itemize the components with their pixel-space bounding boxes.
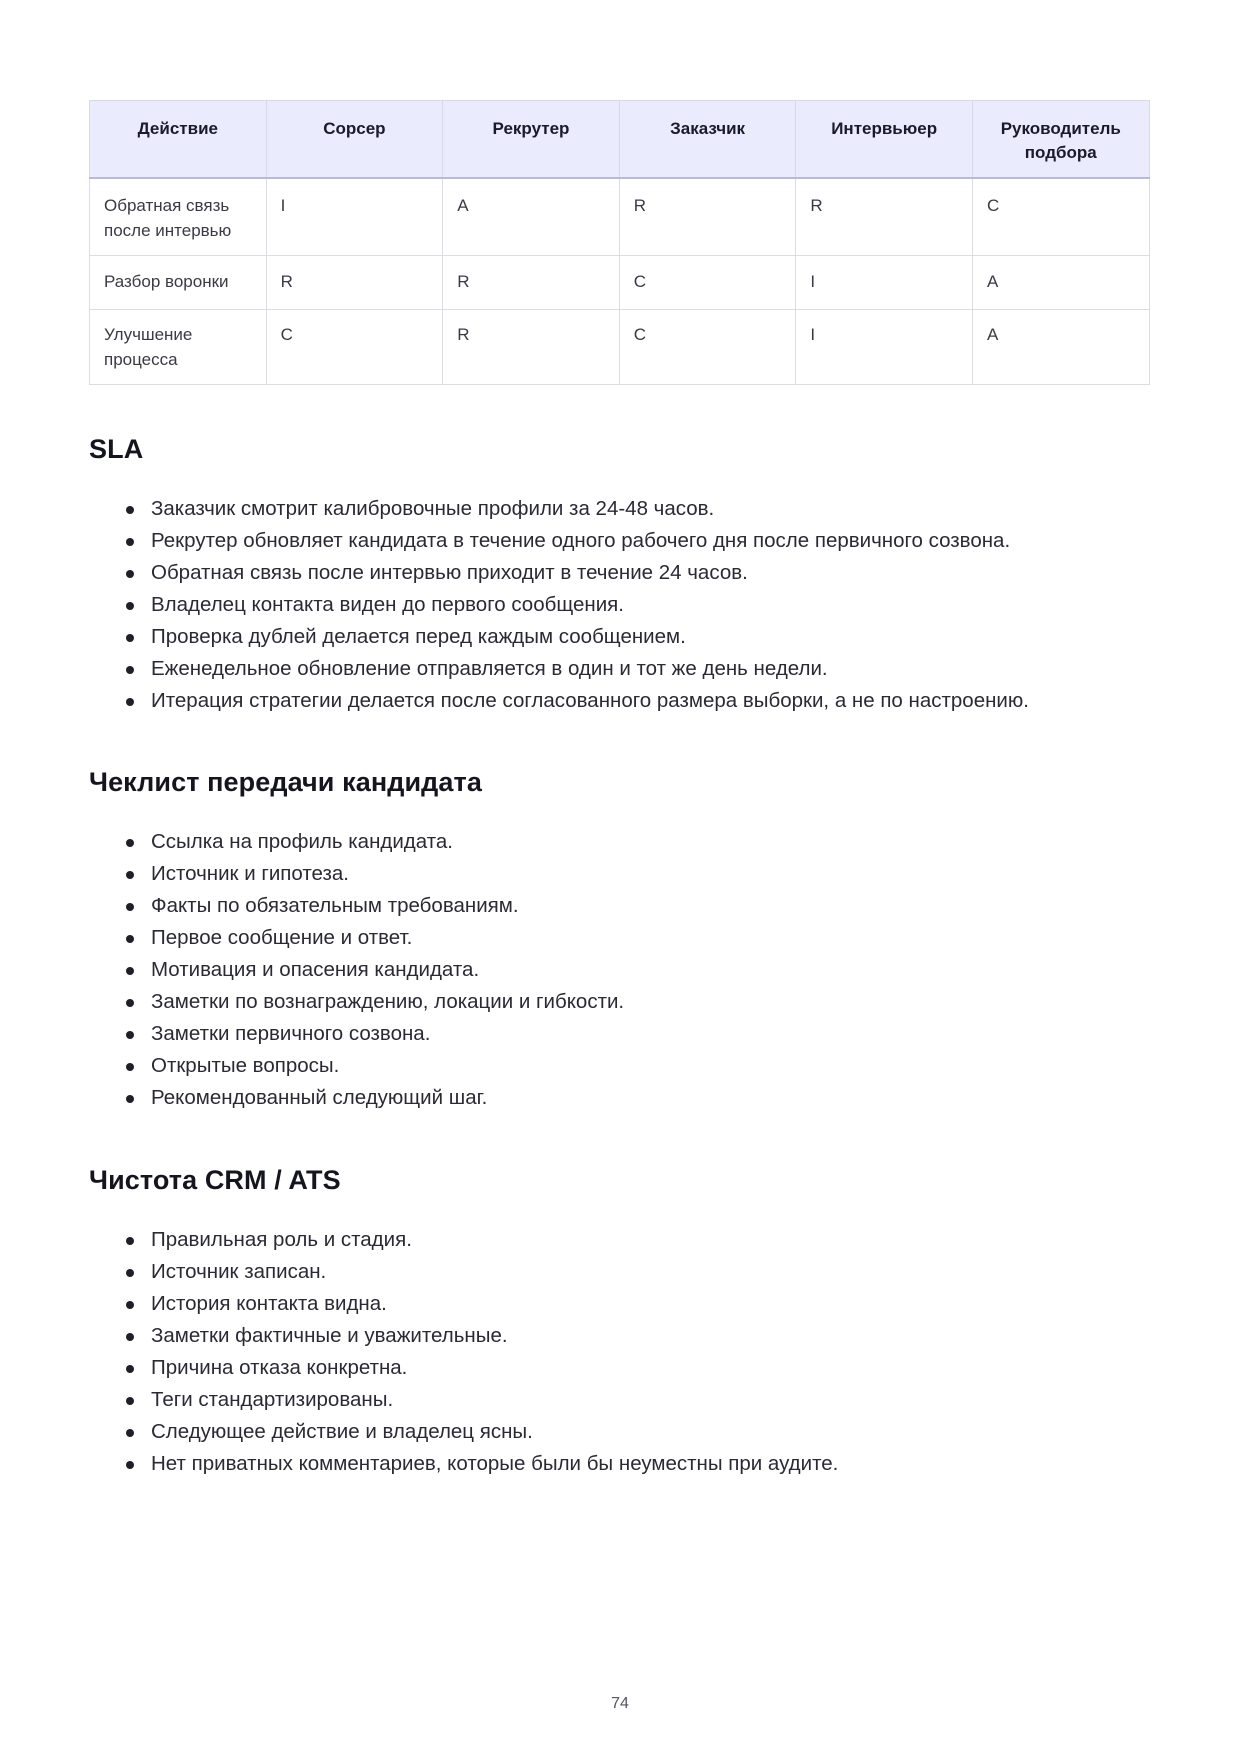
table-cell: C: [972, 178, 1149, 256]
list-item: Владелец контакта виден до первого сообщения.: [126, 589, 1029, 621]
page-number: 74: [611, 1695, 629, 1712]
list-item: Правильная роль и стадия.: [126, 1224, 838, 1256]
table-row: [90, 178, 1150, 256]
header-cell-action: Действие: [90, 101, 267, 179]
list-item: Заметки по вознаграждению, локации и гибкости.: [126, 986, 624, 1018]
header-cell-recruiter: Рекрутер: [443, 101, 620, 179]
list-item: Итерация стратегии делается после согласованного размера выборки, а не по настроению.: [126, 685, 1029, 717]
list-item: Следующее действие и владелец ясны.: [126, 1416, 838, 1448]
table-cell: A: [972, 310, 1149, 385]
table-header-row: [90, 101, 1150, 179]
table-cell: I: [266, 178, 443, 256]
list-item: Еженедельное обновление отправляется в один и тот же день недели.: [126, 653, 1029, 685]
header-cell-interviewer: Интервьюер: [796, 101, 973, 179]
table-row: [90, 256, 1150, 310]
list-item: Рекрутер обновляет кандидата в течение одного рабочего дня после первичного созвона.: [126, 525, 1029, 557]
list-item: Причина отказа конкретна.: [126, 1352, 838, 1384]
table-cell: R: [796, 178, 973, 256]
list-item: Заметки первичного созвона.: [126, 1018, 624, 1050]
raci-table: [89, 100, 1150, 385]
table-row: [90, 310, 1150, 385]
list-item: Источник и гипотеза.: [126, 858, 624, 890]
table-cell: R: [443, 256, 620, 310]
list-item: Теги стандартизированы.: [126, 1384, 838, 1416]
table-cell: C: [266, 310, 443, 385]
list-item: Рекомендованный следующий шаг.: [126, 1082, 624, 1114]
table-cell: R: [619, 178, 796, 256]
sla-list: [126, 493, 1029, 717]
table-cell: Разбор воронки: [90, 256, 267, 310]
crm-checklist: [126, 1224, 838, 1480]
list-item: Первое сообщение и ответ.: [126, 922, 624, 954]
table-cell: Улучшение процесса: [90, 310, 267, 385]
list-item: Заметки фактичные и уважительные.: [126, 1320, 838, 1352]
table-cell: A: [443, 178, 620, 256]
list-item: Ссылка на профиль кандидата.: [126, 826, 624, 858]
section-heading-crm: Чистота CRM / ATS: [89, 1165, 341, 1195]
section-heading-handoff: Чеклист передачи кандидата: [89, 767, 482, 797]
list-item: Проверка дублей делается перед каждым сообщением.: [126, 621, 1029, 653]
list-item: Обратная связь после интервью приходит в течение 24 часов.: [126, 557, 1029, 589]
list-item: Нет приватных комментариев, которые были бы неуместны при аудите.: [126, 1448, 838, 1480]
table-cell: R: [266, 256, 443, 310]
section-heading-sla: SLA: [89, 434, 144, 464]
header-cell-sourcer: Сорсер: [266, 101, 443, 179]
table-cell: R: [443, 310, 620, 385]
list-item: История контакта видна.: [126, 1288, 838, 1320]
handoff-checklist: [126, 826, 624, 1114]
table-cell: C: [619, 256, 796, 310]
list-item: Мотивация и опасения кандидата.: [126, 954, 624, 986]
list-item: Факты по обязательным требованиям.: [126, 890, 624, 922]
header-cell-hiring-lead: Руководитель подбора: [972, 101, 1149, 179]
table-cell: Обратная связь после интервью: [90, 178, 267, 256]
list-item: Заказчик смотрит калибровочные профили за 24-48 часов.: [126, 493, 1029, 525]
table-cell: I: [796, 256, 973, 310]
table-cell: C: [619, 310, 796, 385]
table-cell: A: [972, 256, 1149, 310]
list-item: Источник записан.: [126, 1256, 838, 1288]
table-cell: I: [796, 310, 973, 385]
header-cell-client: Заказчик: [619, 101, 796, 179]
list-item: Открытые вопросы.: [126, 1050, 624, 1082]
